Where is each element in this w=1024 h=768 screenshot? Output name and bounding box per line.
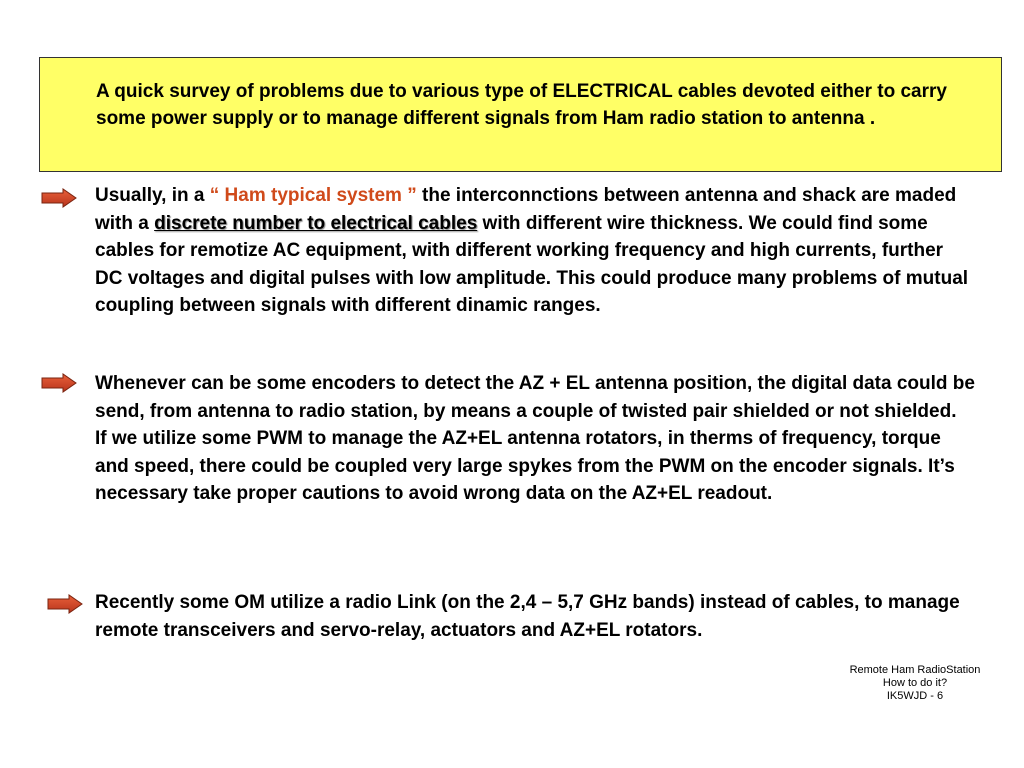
bullet-1-text-a: Usually, in a (95, 185, 210, 206)
bullet-1-underlined: discrete number to electrical cables (154, 212, 478, 234)
footer-line-3: IK5WJD - 6 (886, 690, 944, 702)
bullet-paragraph-2 (95, 370, 975, 508)
bullet-2-text: Whenever can be some encoders to detect the AZ + EL antenna position, the digital data could be send, from antenna to radio station, by means a couple of twisted pair shielded or not shielded. (95, 373, 975, 422)
bullet-2-text-continued: If we utilize some PWM to manage the AZ+EL antenna rotators, in therms of frequency, torque and speed, there could be coupled very large spykes from the PWM on the encoder signals. It’s necessary take proper cautions to avoid wrong data on the AZ+EL readout. (95, 428, 955, 504)
bullet-paragraph-3 (95, 589, 975, 644)
bullet-paragraph-1 (95, 182, 975, 320)
bullet-3-text: Recently some OM utilize a radio Link (on the 2,4 – 5,7 GHz bands) instead of cables, to manage remote transceivers and servo-relay, actuators and AZ+EL rotators. (95, 592, 960, 641)
bullet-1-text-c: with different wire thickness. We could find some cables for remotize AC equipment, with different working frequency and high currents, further DC voltages and digital pulses with low amplitude. This could produce many problems of mutual coupling between signals with different dinamic ranges. (95, 212, 969, 316)
right-arrow-icon (47, 594, 83, 614)
bullet-1-highlight: “ Ham typical system ” (209, 185, 417, 206)
right-arrow-icon (41, 373, 77, 393)
footer-line-1: Remote Ham RadioStation (849, 664, 981, 676)
title-box (39, 57, 1002, 172)
slide-footer (815, 664, 1015, 703)
right-arrow-icon (41, 188, 77, 208)
bullet-1-text-b: the interconnctions between antenna and shack are maded with a (95, 185, 957, 234)
footer-line-2: How to do it? (882, 677, 948, 689)
title-text: A quick survey of problems due to various type of ELECTRICAL cables devoted either to carry some power supply or to manage different signals from Ham radio station to antenna . (96, 81, 947, 129)
